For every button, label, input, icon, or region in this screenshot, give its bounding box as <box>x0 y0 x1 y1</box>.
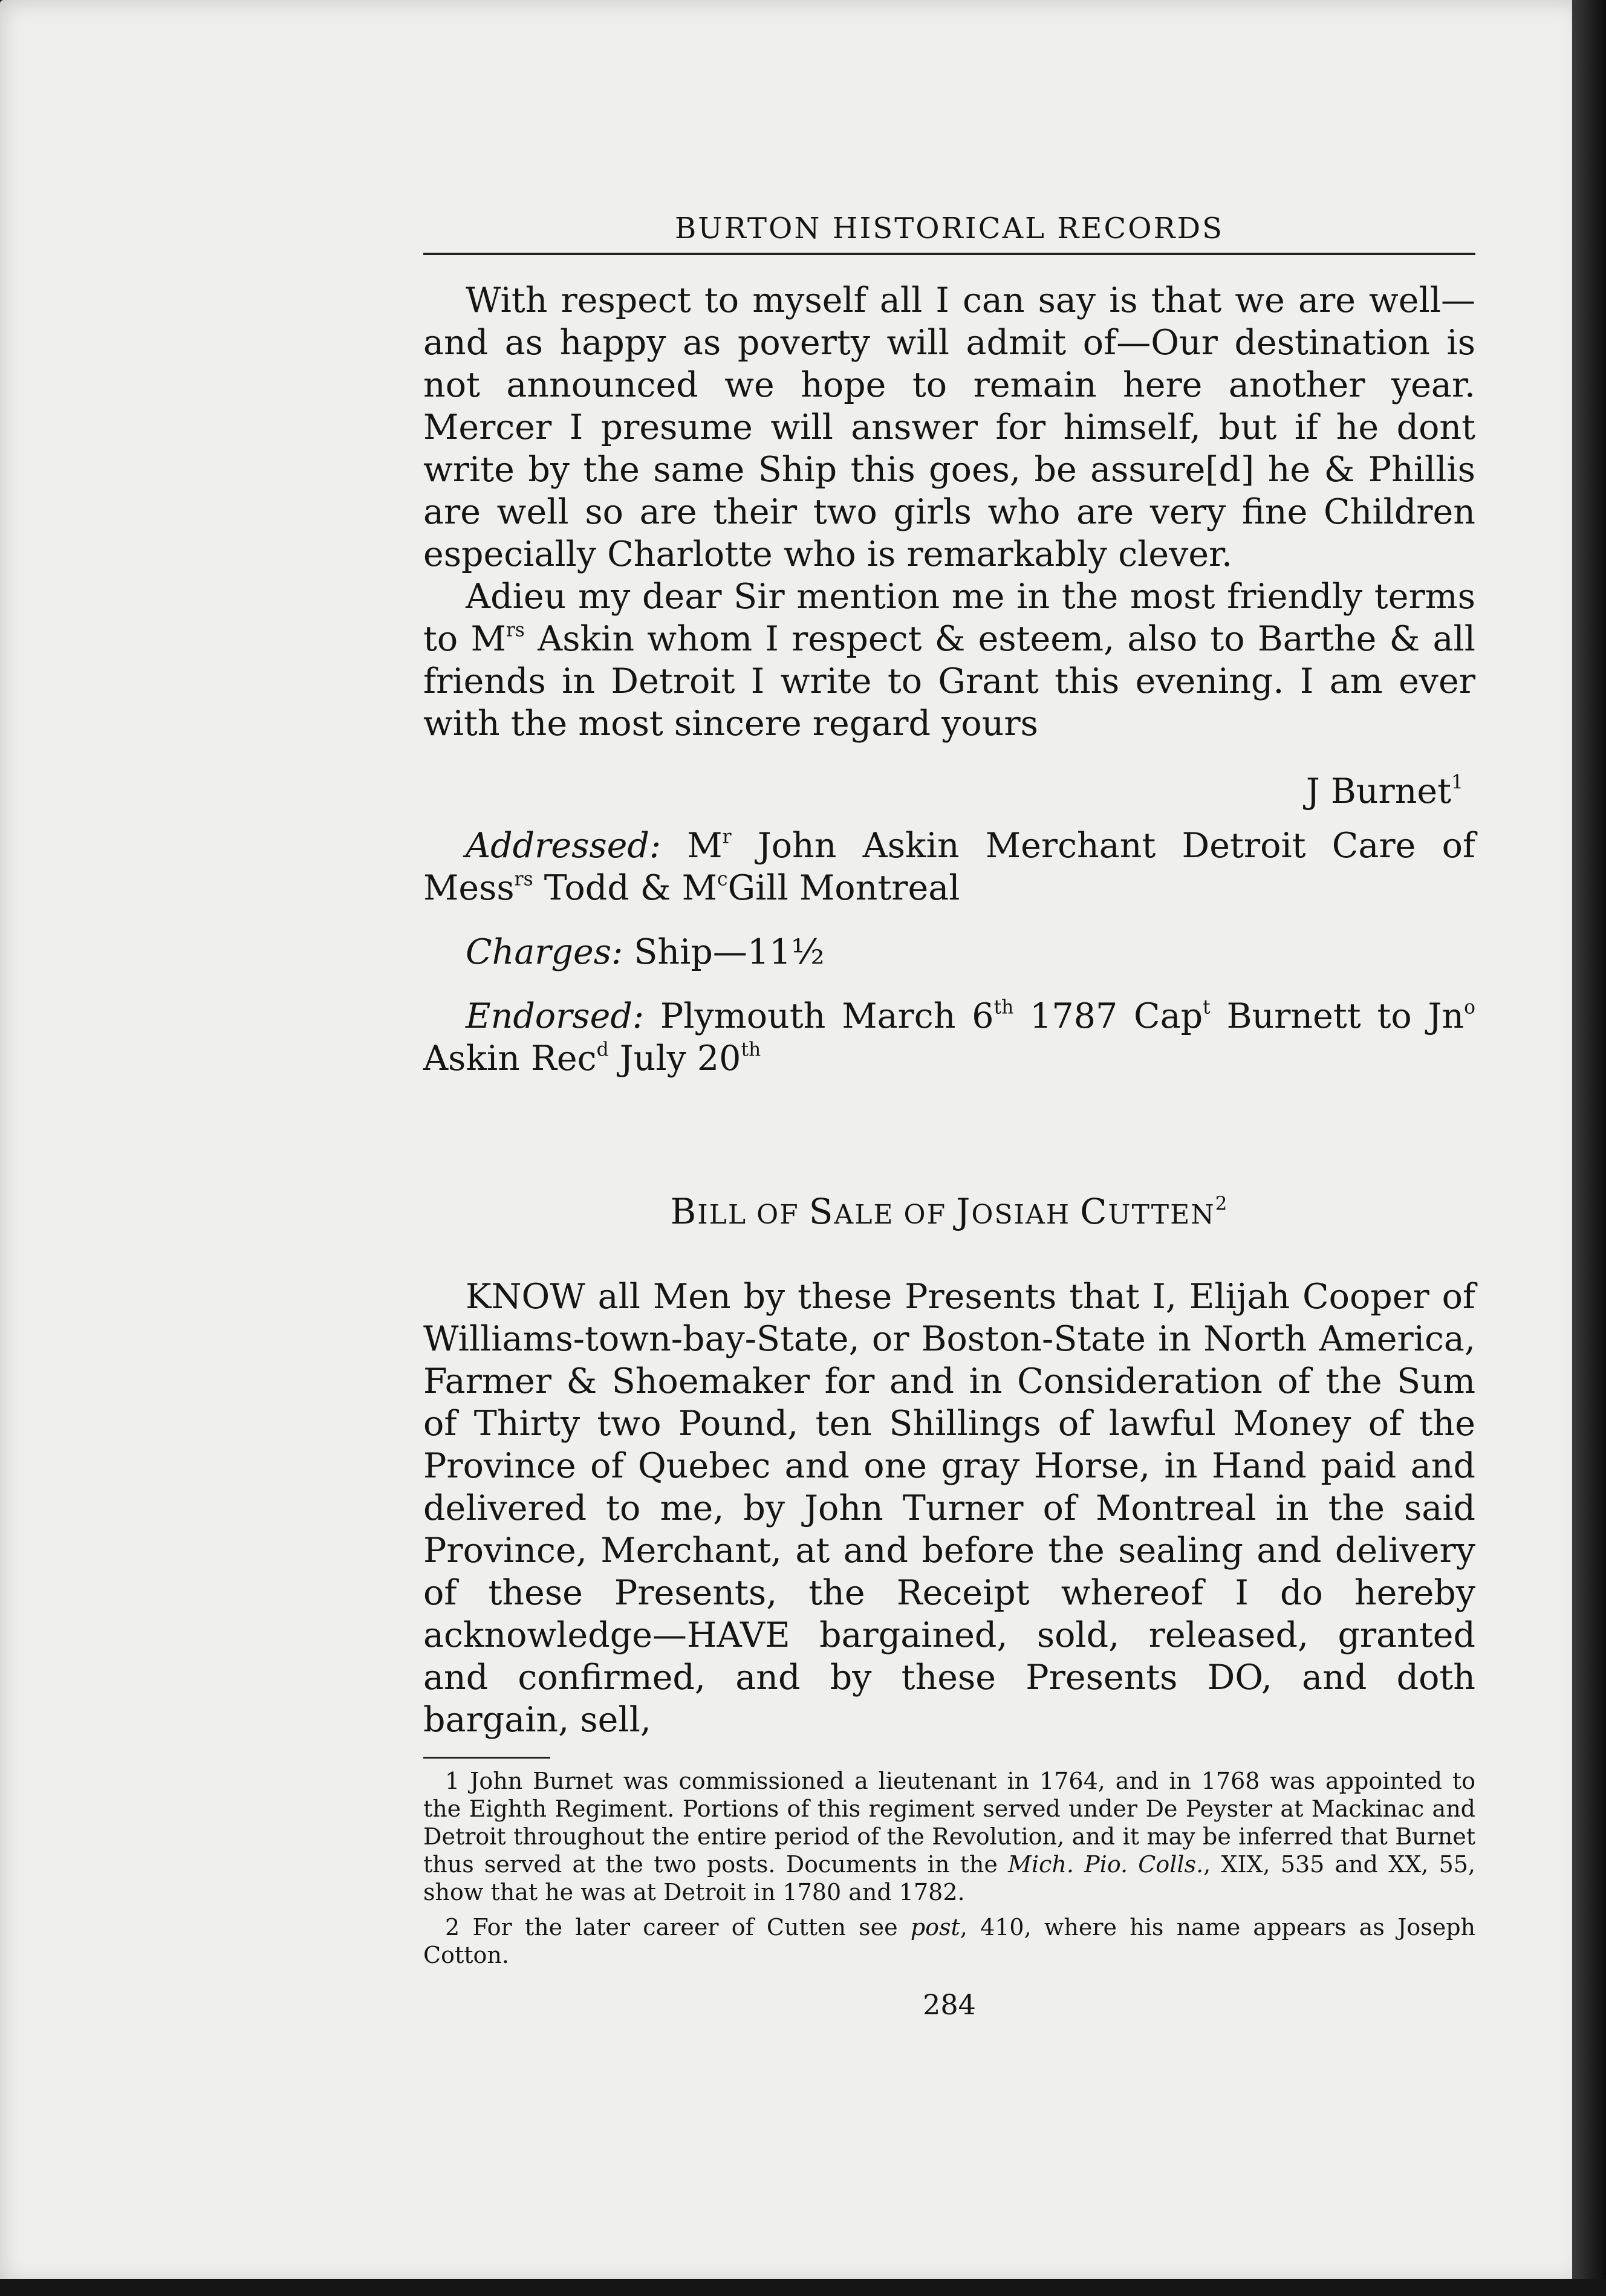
charges-label: Charges: <box>466 932 623 972</box>
section-title: BILL OF SALE OF JOSIAH CUTTEN$^2$ <box>670 1191 1229 1232</box>
signature: J Burnet$^1$ <box>1305 771 1463 811</box>
page-content <box>423 206 1475 2021</box>
letter-paragraph-1: With respect to myself all I can say is that we are well—and as happy as poverty will admit of—Our destination is not announced we hope to remain here another year. Mercer I presume will answer for himself, but if he dont write by the same Ship this goes, be assure[d] he & Phillis are well so are their two girls who are very fine Children especially Charlotte who is remarkably clever. <box>423 281 1475 574</box>
bill-of-sale-text: KNOW all Men by these Presents that I, Elijah Cooper of Williams-town-bay-State, or Boston-State in North America, Farmer & Shoemaker for and in Consideration of the Sum of Thirty two Pound, ten Shillings of lawful Money of the Province of Quebec and one gray Horse, in Hand paid and delivered to me, by John Turner of Montreal in the said Province, Merchant, at and before the sealing and delivery of these Presents, the Receipt whereof I do hereby acknowledge—HAVE bargained, sold, released, granted and confirmed, and by these Presents DO, and doth bargain, sell, <box>423 1277 1475 1740</box>
charges-line: Charges: Ship—11½ <box>466 932 825 972</box>
addressed-label: Addressed: <box>466 826 662 866</box>
footnote-rule <box>423 1757 550 1759</box>
endorsed-line: Endorsed: Plymouth March 6th 1787 Cap$^t$ Burnett to Jn$^o$ Askin Rec$^d$ July 20th <box>423 996 1475 1078</box>
header-rule <box>423 253 1475 255</box>
page-bottom-shadow <box>0 2279 1606 2296</box>
footnote-1: 1 John Burnet was commissioned a lieutenant in 1764, and in 1768 was appointed to the Eighth Regiment. Portions of this regiment served under De Peyster at Mackinac and Detroit throughout the entire period of the Revolution, and it may be inferred that Burnet thus served at the two posts. Documents in the Mich. Pio. Colls., XIX, 535 and XX, 55, show that he was at Detroit in 1780 and 1782. <box>423 1768 1475 1905</box>
endorsed-label: Endorsed: <box>466 996 645 1036</box>
page-number: 284 <box>923 1988 976 2021</box>
addressed-line: Addressed: $M^r$ John Askin Merchant Detroit Care of Mess$^{rs}$ Todd & $M^cGill$ Montreal <box>423 826 1476 908</box>
page-edge-shadow <box>1572 0 1606 2296</box>
footnote-2: 2 For the later career of Cutten see post, 410, where his name appears as Joseph Cotton. <box>423 1914 1475 1968</box>
footnote-ref-2: 2 <box>1215 1192 1229 1214</box>
letter-paragraph-2: Adieu my dear Sir mention me in the most friendly terms to $M^{rs}$ Askin whom I respect & esteem, also to Barthe & all friends in Detroit I write to Grant this evening. I am ever with the most sincere regard yours <box>423 577 1475 744</box>
running-head: BURTON HISTORICAL RECORDS <box>674 212 1224 245</box>
footnote-ref-1: 1 <box>1451 771 1463 794</box>
